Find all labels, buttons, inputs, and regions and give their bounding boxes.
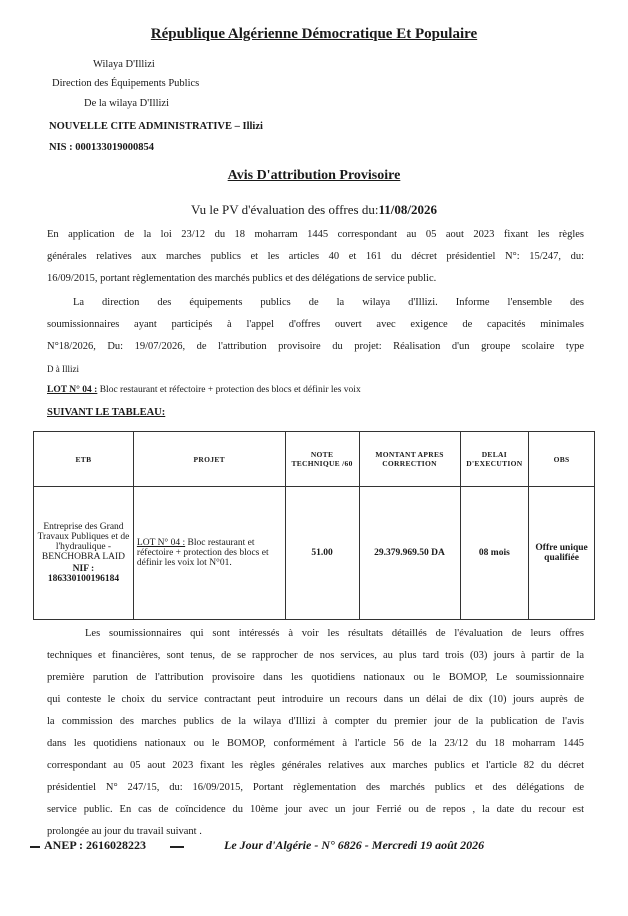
vu-line: [0, 202, 628, 218]
anep-reference: ANEP : 2616028223: [44, 838, 146, 852]
nis-line: NIS : 000133019000854: [49, 142, 155, 153]
header-delai: DELAI D'EXECUTION: [460, 432, 529, 487]
closing-line: Les soumissionnaires qui sont intéressés à voir les résultats détaillés de l'évaluation de leurs offres: [85, 628, 584, 639]
direction-line: Direction des Équipements Publics: [52, 78, 200, 89]
direction-text-line: soumissionnaires ayant participés à l'appel d'offres ouvert avec exigence de capacités minimales: [47, 319, 584, 330]
cell-obs: Offre unique qualifiée: [529, 487, 595, 620]
closing-line: présidentiel N° 247/15, du: 16/09/2015, Portant règlementation des marchés publics et des délégations de: [47, 782, 584, 793]
header-note: NOTE TECHNIQUE /60: [285, 432, 359, 487]
direction-text-line: N°18/2026, Du: 19/07/2026, de l'attribution provisoire du projet: Réalisation d'un groupe scolaire type: [47, 341, 584, 352]
vu-date: 11/08/2026: [378, 202, 437, 217]
cell-delai: 08 mois: [460, 487, 529, 620]
company-name: Entreprise des Grand Travaux Publiques et de l'hydraulique - BENCHOBRA LAID: [37, 522, 130, 562]
notice-title: Avis D'attribution Provisoire: [227, 168, 401, 183]
wilaya-line: Wilaya D'Illizi: [93, 59, 155, 70]
application-line: générales relatives aux marches publics et les articles 40 et 161 du décret présidentiel N°: 15/247, du:: [47, 251, 584, 262]
header-projet: PROJET: [133, 432, 285, 487]
journal-reference: Le Jour d'Algérie - N° 6826 - Mercredi 19 août 2026: [224, 838, 485, 852]
cell-montant: 29.379.969.50 DA: [359, 487, 460, 620]
attribution-table: [33, 431, 595, 620]
closing-line: prolongée au jour du travail suivant .: [47, 826, 202, 837]
direction-paragraph: [47, 292, 584, 358]
closing-line: techniques et financières, sont tenus, de se rapprocher de nos services, au plus tard trois (03) jours à partir de la: [47, 650, 584, 661]
company-nif: NIF : 186330100196184: [47, 564, 120, 584]
closing-line: qui conteste le choix du service contractant peut introduire un recours dans un délai de dix (10) jours auprès de: [47, 694, 584, 705]
suivant-label: SUIVANT LE TABLEAU:: [47, 407, 166, 418]
projet-lot-label: LOT N° 04 :: [136, 538, 186, 548]
de-la-wilaya-line: De la wilaya D'Illizi: [84, 98, 169, 109]
header-obs: OBS: [529, 432, 595, 487]
lot-label: LOT N° 04 :: [47, 385, 98, 395]
vu-prefix: Vu le PV d'évaluation des offres du:: [191, 202, 379, 217]
direction-text-line: La direction des équipements publics de la wilaya d'Illizi. Informe l'ensemble des: [73, 297, 584, 308]
closing-line: la commission des marches publics de la wilaya d'Illizi à compter du premier jour de la publication de l'avis: [47, 716, 584, 727]
closing-paragraph: [47, 623, 584, 843]
closing-line: première parution de l'attribution provisoire dans les quotidiens nationaux ou le BOMOP, Le soumissionnaire: [47, 672, 584, 683]
application-line: En application de la loi 23/12 du 18 moharram 1445 correspondant au 05 aout 2023 fixant les règles: [47, 229, 584, 240]
table-row: [34, 487, 595, 620]
direction-text-line: D à Illizi: [47, 364, 79, 374]
header-ets: ETB: [34, 432, 134, 487]
address-line: NOUVELLE CITE ADMINISTRATIVE – Illizi: [49, 121, 263, 132]
application-paragraph: [47, 224, 584, 290]
cell-note: 51.00: [285, 487, 359, 620]
lot-text: Bloc restaurant et réfectoire + protection des blocs et définir les voix: [99, 385, 361, 395]
footer-dash-left: [30, 846, 40, 848]
closing-line: dans les quotidiens nationaux ou le BOMOP, conformément à l'article 56 de la 23/12 du 18 moharram 1445: [47, 738, 584, 749]
header-montant: MONTANT APRES CORRECTION: [359, 432, 460, 487]
cell-ets: [34, 487, 134, 620]
closing-line: service public. En cas de coïncidence du 10ème jour avec un jour Ferrié ou de repos , la date du recour est: [47, 804, 584, 815]
footer-dash-right: [170, 846, 184, 848]
republic-title: République Algérienne Démocratique Et Populaire: [150, 26, 478, 42]
cell-projet: [133, 487, 285, 620]
projet-text: Bloc restaurant et réfectoire + protection des blocs et définir les voix lot N°01.: [136, 538, 269, 568]
application-line: 16/09/2015, portant règlementation des marchés publics et des délégations de service public.: [47, 273, 437, 284]
closing-line: correspondant au 05 aout 2023 fixant les règles générales relatives aux marches publics et l'article 82 du décret: [47, 760, 584, 771]
table-header-row: [34, 432, 595, 487]
lot-line: [47, 385, 361, 395]
